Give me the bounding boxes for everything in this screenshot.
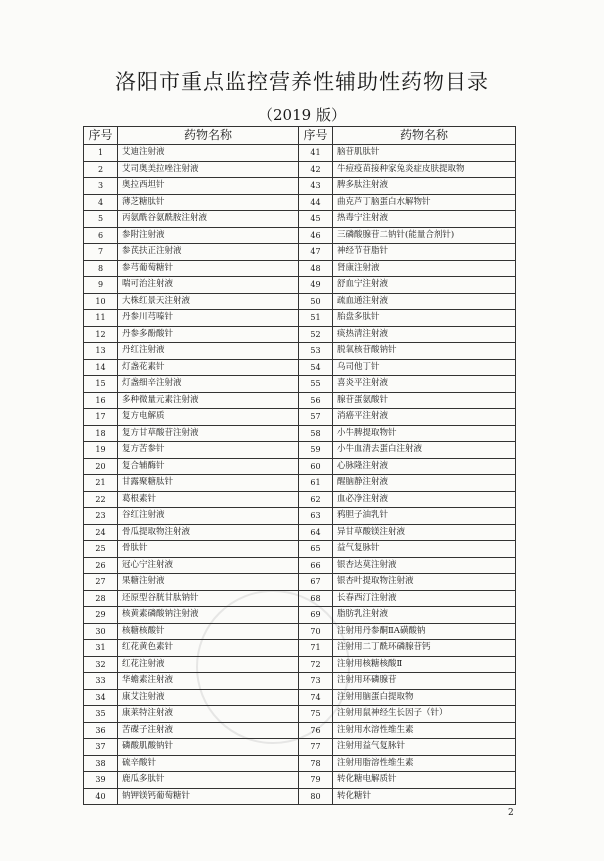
row-number-right: 42 xyxy=(299,161,333,178)
table-row xyxy=(84,706,516,723)
table-row xyxy=(84,722,516,739)
drug-name-right: 转化糖针 xyxy=(333,788,516,805)
drug-name-right: 胎盘多肽针 xyxy=(333,310,516,327)
drug-name-left: 灯盏细辛注射液 xyxy=(118,376,299,393)
drug-name-right: 曲克芦丁脑蛋白水解物针 xyxy=(333,194,516,211)
row-number-left: 19 xyxy=(84,442,118,459)
table-row xyxy=(84,260,516,277)
table-row xyxy=(84,541,516,558)
row-number-left: 39 xyxy=(84,772,118,789)
page-number: 2 xyxy=(508,808,514,818)
row-number-left: 24 xyxy=(84,524,118,541)
drug-name-right: 注射用核糖核酸Ⅱ xyxy=(333,656,516,673)
row-number-right: 71 xyxy=(299,640,333,657)
drug-name-right: 注射用二丁酰环磷腺苷钙 xyxy=(333,640,516,657)
drug-name-left: 喘可治注射液 xyxy=(118,277,299,294)
drug-name-left: 参芎葡萄糖针 xyxy=(118,260,299,277)
drug-name-right: 益气复脉针 xyxy=(333,541,516,558)
row-number-right: 62 xyxy=(299,491,333,508)
drug-name-right: 转化糖电解质针 xyxy=(333,772,516,789)
drug-name-left: 复方甘草酸苷注射液 xyxy=(118,425,299,442)
row-number-right: 80 xyxy=(299,788,333,805)
row-number-right: 59 xyxy=(299,442,333,459)
row-number-right: 53 xyxy=(299,343,333,360)
table-row xyxy=(84,475,516,492)
row-number-left: 15 xyxy=(84,376,118,393)
table-row xyxy=(84,161,516,178)
header-drug-name-left: 药物名称 xyxy=(118,127,299,145)
drug-name-right: 喜炎平注射液 xyxy=(333,376,516,393)
header-number-right: 序号 xyxy=(299,127,333,145)
drug-name-right: 注射用水溶性维生素 xyxy=(333,722,516,739)
drug-name-left: 参芪扶正注射液 xyxy=(118,244,299,261)
row-number-left: 5 xyxy=(84,211,118,228)
table-row xyxy=(84,673,516,690)
row-number-right: 45 xyxy=(299,211,333,228)
drug-name-left: 谷红注射液 xyxy=(118,508,299,525)
row-number-right: 43 xyxy=(299,178,333,195)
drug-name-left: 复合辅酶针 xyxy=(118,458,299,475)
drug-name-right: 消癌平注射液 xyxy=(333,409,516,426)
row-number-right: 65 xyxy=(299,541,333,558)
table-row xyxy=(84,211,516,228)
drug-name-right: 心脉隆注射液 xyxy=(333,458,516,475)
drug-name-right: 注射用脑蛋白提取物 xyxy=(333,689,516,706)
row-number-left: 28 xyxy=(84,590,118,607)
drug-name-right: 肾康注射液 xyxy=(333,260,516,277)
drug-name-left: 还原型谷胱甘肽钠针 xyxy=(118,590,299,607)
drug-name-right: 醒脑静注射液 xyxy=(333,475,516,492)
row-number-left: 13 xyxy=(84,343,118,360)
table-row xyxy=(84,326,516,343)
drug-name-left: 骨肽针 xyxy=(118,541,299,558)
table-row xyxy=(84,310,516,327)
table-row xyxy=(84,145,516,162)
drug-name-left: 参附注射液 xyxy=(118,227,299,244)
row-number-right: 72 xyxy=(299,656,333,673)
header-drug-name-right: 药物名称 xyxy=(333,127,516,145)
table-row xyxy=(84,689,516,706)
drug-name-right: 腺苷蛋氨酸针 xyxy=(333,392,516,409)
row-number-left: 18 xyxy=(84,425,118,442)
table-row xyxy=(84,409,516,426)
drug-name-right: 鸦胆子油乳针 xyxy=(333,508,516,525)
table-row xyxy=(84,772,516,789)
drug-name-right: 脂肪乳注射液 xyxy=(333,607,516,624)
row-number-left: 4 xyxy=(84,194,118,211)
table-row xyxy=(84,755,516,772)
row-number-left: 32 xyxy=(84,656,118,673)
drug-name-right: 银杏达莫注射液 xyxy=(333,557,516,574)
drug-name-right: 注射用鼠神经生长因子（针） xyxy=(333,706,516,723)
drug-name-right: 舒血宁注射液 xyxy=(333,277,516,294)
row-number-left: 33 xyxy=(84,673,118,690)
drug-name-left: 艾司奥美拉唑注射液 xyxy=(118,161,299,178)
table-row xyxy=(84,458,516,475)
row-number-left: 31 xyxy=(84,640,118,657)
drug-name-left: 华蟾素注射液 xyxy=(118,673,299,690)
row-number-left: 10 xyxy=(84,293,118,310)
table-header-row xyxy=(84,127,516,145)
table-row xyxy=(84,574,516,591)
row-number-right: 41 xyxy=(299,145,333,162)
table-row xyxy=(84,293,516,310)
row-number-left: 37 xyxy=(84,739,118,756)
row-number-right: 49 xyxy=(299,277,333,294)
drug-name-left: 鹿瓜多肽针 xyxy=(118,772,299,789)
drug-name-left: 硫辛酸针 xyxy=(118,755,299,772)
table-row xyxy=(84,590,516,607)
row-number-right: 60 xyxy=(299,458,333,475)
drug-name-left: 艾迪注射液 xyxy=(118,145,299,162)
table-row xyxy=(84,194,516,211)
drug-name-left: 苦碟子注射液 xyxy=(118,722,299,739)
row-number-left: 6 xyxy=(84,227,118,244)
drug-name-left: 丹参多酚酸针 xyxy=(118,326,299,343)
drug-name-right: 异甘草酸镁注射液 xyxy=(333,524,516,541)
table-row xyxy=(84,491,516,508)
table-row xyxy=(84,425,516,442)
row-number-right: 51 xyxy=(299,310,333,327)
row-number-right: 74 xyxy=(299,689,333,706)
drug-name-left: 康艾注射液 xyxy=(118,689,299,706)
row-number-right: 76 xyxy=(299,722,333,739)
drug-name-left: 红花注射液 xyxy=(118,656,299,673)
row-number-left: 30 xyxy=(84,623,118,640)
row-number-right: 78 xyxy=(299,755,333,772)
row-number-left: 23 xyxy=(84,508,118,525)
drug-name-left: 复方苦参针 xyxy=(118,442,299,459)
row-number-right: 77 xyxy=(299,739,333,756)
row-number-right: 55 xyxy=(299,376,333,393)
table-row xyxy=(84,524,516,541)
table-row xyxy=(84,178,516,195)
drug-name-right: 银杏叶提取物注射液 xyxy=(333,574,516,591)
drug-name-left: 丹参川芎嗪针 xyxy=(118,310,299,327)
drug-name-left: 灯盏花素针 xyxy=(118,359,299,376)
row-number-left: 22 xyxy=(84,491,118,508)
drug-name-left: 薄芝糖肽针 xyxy=(118,194,299,211)
table-row xyxy=(84,392,516,409)
drug-name-right: 脑苷肌肽针 xyxy=(333,145,516,162)
row-number-right: 61 xyxy=(299,475,333,492)
drug-name-right: 乌司他丁针 xyxy=(333,359,516,376)
drug-name-right: 脱氧核苷酸钠针 xyxy=(333,343,516,360)
row-number-left: 25 xyxy=(84,541,118,558)
row-number-right: 46 xyxy=(299,227,333,244)
row-number-left: 2 xyxy=(84,161,118,178)
document-subtitle: （2019 版） xyxy=(258,106,346,124)
row-number-right: 64 xyxy=(299,524,333,541)
drug-name-right: 小牛脾提取物针 xyxy=(333,425,516,442)
drug-name-right: 小牛血清去蛋白注射液 xyxy=(333,442,516,459)
table-row xyxy=(84,376,516,393)
row-number-left: 40 xyxy=(84,788,118,805)
drug-name-right: 牛痘疫苗接种家兔炎症皮肤提取物 xyxy=(333,161,516,178)
table-row xyxy=(84,788,516,805)
document-title: 洛阳市重点监控营养性辅助性药物目录 xyxy=(115,70,489,94)
drug-name-right: 痰热清注射液 xyxy=(333,326,516,343)
row-number-left: 34 xyxy=(84,689,118,706)
table-row xyxy=(84,227,516,244)
drug-name-left: 骨瓜提取物注射液 xyxy=(118,524,299,541)
drug-name-right: 血必净注射液 xyxy=(333,491,516,508)
table-row xyxy=(84,623,516,640)
drug-name-right: 疏血通注射液 xyxy=(333,293,516,310)
row-number-right: 63 xyxy=(299,508,333,525)
table-row xyxy=(84,508,516,525)
drug-name-left: 甘露聚糖肽针 xyxy=(118,475,299,492)
row-number-left: 8 xyxy=(84,260,118,277)
row-number-left: 16 xyxy=(84,392,118,409)
row-number-right: 79 xyxy=(299,772,333,789)
drug-name-left: 丙氨酰谷氨酰胺注射液 xyxy=(118,211,299,228)
row-number-left: 21 xyxy=(84,475,118,492)
row-number-left: 36 xyxy=(84,722,118,739)
row-number-right: 47 xyxy=(299,244,333,261)
row-number-right: 67 xyxy=(299,574,333,591)
table-row xyxy=(84,343,516,360)
drug-name-left: 磷酸肌酸钠针 xyxy=(118,739,299,756)
row-number-left: 27 xyxy=(84,574,118,591)
row-number-left: 38 xyxy=(84,755,118,772)
drug-name-left: 核糖核酸针 xyxy=(118,623,299,640)
row-number-right: 66 xyxy=(299,557,333,574)
drug-name-left: 核黄素磷酸钠注射液 xyxy=(118,607,299,624)
drug-name-right: 长春西汀注射液 xyxy=(333,590,516,607)
drug-name-left: 冠心宁注射液 xyxy=(118,557,299,574)
row-number-left: 11 xyxy=(84,310,118,327)
table-row xyxy=(84,640,516,657)
table-row xyxy=(84,359,516,376)
row-number-left: 17 xyxy=(84,409,118,426)
drug-name-left: 钠钾镁钙葡萄糖针 xyxy=(118,788,299,805)
row-number-right: 57 xyxy=(299,409,333,426)
row-number-left: 29 xyxy=(84,607,118,624)
drug-name-left: 大株红景天注射液 xyxy=(118,293,299,310)
table-row xyxy=(84,442,516,459)
drug-name-left: 康莱特注射液 xyxy=(118,706,299,723)
drug-name-right: 神经节苷脂针 xyxy=(333,244,516,261)
table-row xyxy=(84,277,516,294)
row-number-right: 52 xyxy=(299,326,333,343)
drug-list-table xyxy=(83,126,516,805)
table-row xyxy=(84,739,516,756)
table-row xyxy=(84,244,516,261)
row-number-left: 26 xyxy=(84,557,118,574)
drug-name-right: 注射用丹参酮ⅡA磺酸钠 xyxy=(333,623,516,640)
drug-name-left: 果糖注射液 xyxy=(118,574,299,591)
row-number-right: 69 xyxy=(299,607,333,624)
row-number-right: 54 xyxy=(299,359,333,376)
row-number-right: 58 xyxy=(299,425,333,442)
table-row xyxy=(84,557,516,574)
drug-name-right: 三磷酸腺苷二钠针(能量合剂针) xyxy=(333,227,516,244)
drug-name-right: 注射用脂溶性维生素 xyxy=(333,755,516,772)
drug-name-right: 热毒宁注射液 xyxy=(333,211,516,228)
header-number-left: 序号 xyxy=(84,127,118,145)
row-number-right: 56 xyxy=(299,392,333,409)
row-number-right: 50 xyxy=(299,293,333,310)
row-number-right: 68 xyxy=(299,590,333,607)
row-number-right: 70 xyxy=(299,623,333,640)
row-number-left: 1 xyxy=(84,145,118,162)
row-number-left: 12 xyxy=(84,326,118,343)
row-number-left: 7 xyxy=(84,244,118,261)
row-number-right: 73 xyxy=(299,673,333,690)
drug-name-left: 丹红注射液 xyxy=(118,343,299,360)
drug-name-right: 注射用益气复脉针 xyxy=(333,739,516,756)
table-row xyxy=(84,656,516,673)
drug-name-left: 红花黄色素针 xyxy=(118,640,299,657)
row-number-right: 75 xyxy=(299,706,333,723)
drug-name-right: 注射用环磷腺苷 xyxy=(333,673,516,690)
drug-name-right: 脾多肽注射液 xyxy=(333,178,516,195)
row-number-left: 35 xyxy=(84,706,118,723)
drug-name-left: 葛根素针 xyxy=(118,491,299,508)
row-number-left: 9 xyxy=(84,277,118,294)
row-number-left: 14 xyxy=(84,359,118,376)
row-number-right: 48 xyxy=(299,260,333,277)
drug-name-left: 奥拉西坦针 xyxy=(118,178,299,195)
table-row xyxy=(84,607,516,624)
row-number-left: 20 xyxy=(84,458,118,475)
row-number-right: 44 xyxy=(299,194,333,211)
drug-name-left: 多种微量元素注射液 xyxy=(118,392,299,409)
drug-name-left: 复方电解质 xyxy=(118,409,299,426)
row-number-left: 3 xyxy=(84,178,118,195)
